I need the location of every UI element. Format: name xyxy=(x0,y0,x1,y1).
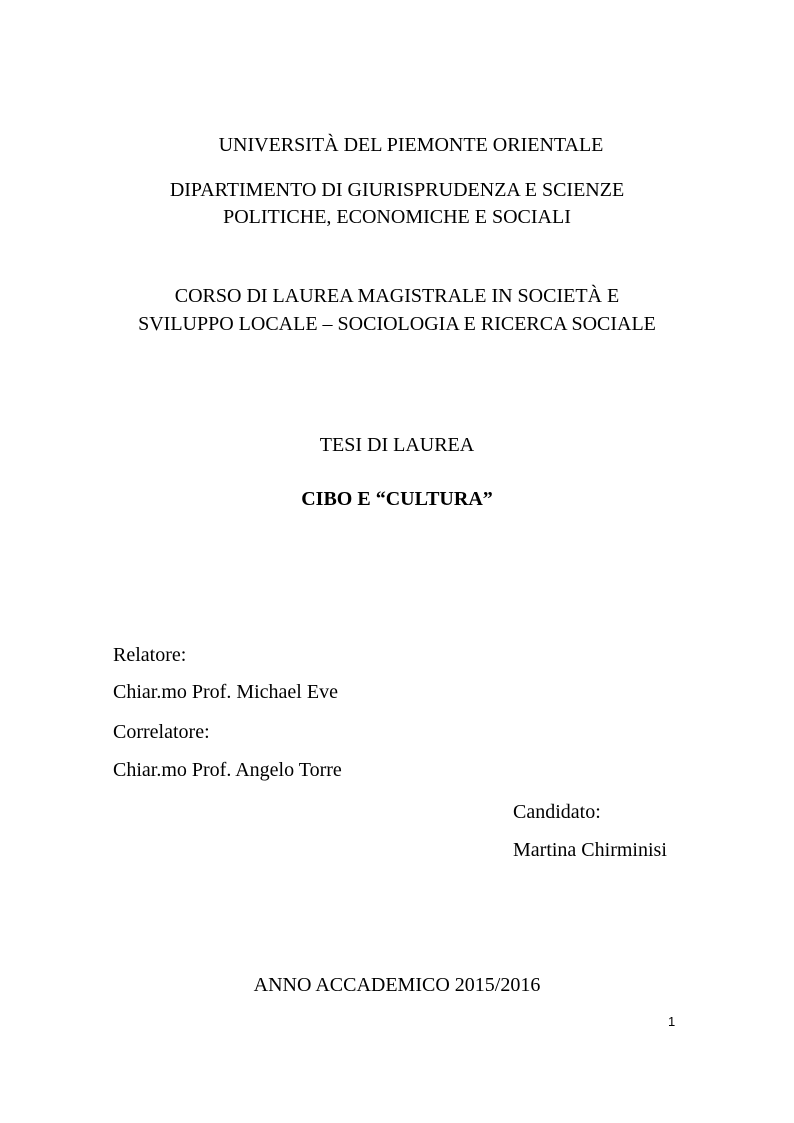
department-line-1: DIPARTIMENTO DI GIURISPRUDENZA E SCIENZE xyxy=(169,179,625,201)
relatore-name: Chiar.mo Prof. Michael Eve xyxy=(113,681,338,703)
course-line-2: SVILUPPO LOCALE – SOCIOLOGIA E RICERCA SOCIALE xyxy=(138,313,656,335)
candidate-name: Martina Chirminisi xyxy=(513,839,667,861)
academic-year: ANNO ACCADEMICO 2015/2016 xyxy=(253,974,541,996)
department-line-2: POLITICHE, ECONOMICHE E SOCIALI xyxy=(223,206,571,228)
page-number: 1 xyxy=(668,1014,676,1029)
university-name: UNIVERSITÀ DEL PIEMONTE ORIENTALE xyxy=(218,134,604,156)
candidate-label: Candidato: xyxy=(513,801,601,823)
relatore-label: Relatore: xyxy=(113,644,187,666)
correlatore-label: Correlatore: xyxy=(113,721,210,743)
course-line-1: CORSO DI LAUREA MAGISTRALE IN SOCIETÀ E xyxy=(174,285,620,307)
correlatore-name: Chiar.mo Prof. Angelo Torre xyxy=(113,759,342,781)
thesis-label: TESI DI LAUREA xyxy=(319,434,475,456)
thesis-title: CIBO E “CULTURA” xyxy=(301,488,493,510)
